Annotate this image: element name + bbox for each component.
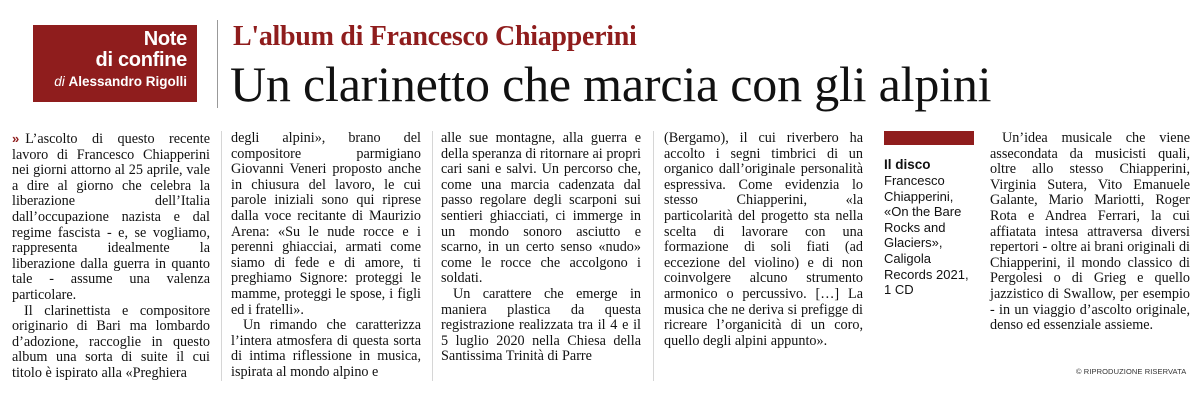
rubric-title-line1: Note [143,28,187,50]
body-column-4 [664,131,863,349]
body-column-5 [990,131,1190,334]
rubric-author [33,74,187,89]
paragraph: Un’idea musicale che viene assecondata da musicisti quali, oltre allo stesso Chiapperini, Virginia Sutera, Vito Emanuele Galante, Mario Mariotti, Roger Rota e Andrea Ferrari, la cui affiatata intesa attraversa diversi repertori - oltre ai brani originali di Chiapperini, il mondo classico di Pergolesi o di Grieg e quello jazzistico di Swallow, per esempio - in un viaggio d’ascolto originale, denso ed essenziale assieme. [990,130,1190,334]
article-headline: Un clarinetto che marcia con gli alpini [230,56,992,112]
paragraph: Il clarinettista e compositore originario di Bari ma lombardo d’adozione, raccoglie in questo album una sorta di suite il cui titolo è ispirato alla «Preghiera [12,302,210,381]
paragraph: Un rimando che caratterizza l’intera atmosfera di questa sorta di intima riflessione in musica, ispirata al mondo alpino e [231,317,421,380]
column-separator [432,131,433,381]
info-box-body: Francesco Chiapperini, «On the Bare Rocks and Glaciers», Caligola Records 2021, 1 CD [884,173,969,298]
info-box-title: Il disco [884,157,931,172]
header-divider [217,20,218,108]
paragraph [12,131,210,304]
rubric-author-name: Alessandro Rigolli [68,74,187,89]
copyright-notice: © RIPRODUZIONE RISERVATA [1076,367,1187,376]
paragraph-start-marker: » [12,131,20,146]
paragraph: degli alpini», brano del compositore parmigiano Giovanni Veneri proposto anche in chiusura del lavoro, le cui parole iniziali sono qui riprese dalla voce recitante di Maurizio Arena: «Su le nude rocce e i perenni ghiacciai, armati come siamo di fede e di amore, ti preghiamo Signore: proteggi le mamme, proteggi le spose, i figli ed i fratelli». [231,130,421,318]
column-rubric-box [33,25,197,102]
article-kicker: L'album di Francesco Chiapperini [233,21,637,52]
body-column-3 [441,131,641,365]
column-separator [221,131,222,381]
column-separator [653,131,654,381]
body-column-1 [12,131,210,382]
rubric-author-prefix: di [54,74,65,89]
paragraph-text: L’ascolto di questo recente lavoro di Francesco Chiapperini nei giorni attorno al 25 aprile, vale a dire al giorno che celebra la liberazione dell’Italia dall’occupazione nazista e dal regime fascista - e, se vogliamo, rappresenta idealmente la liberazione dalla guerra in quanto tale - assume una valenza particolare. [12,131,210,303]
album-info-box [884,131,974,298]
paragraph: alle sue montagne, alla guerra e della speranza di ritornare ai propri cari sani e salvi. Un percorso che, come una marcia cadenzata dal passo regolare degli scarponi sui sentieri ghiacciati, ci immerge in un mondo sonoro asciutto e scarno, in un certo senso «nudo» come le rocce che accolgono i soldati. [441,130,641,287]
paragraph: Un carattere che emerge in maniera plastica da questa registrazione realizzata tra il 4 e il 5 luglio 2020 nella Chiesa della Santissima Trinità di Parre [441,285,641,365]
body-column-2 [231,131,421,381]
rubric-title-line2: di confine [95,49,187,71]
info-box-accent-bar [884,131,974,145]
paragraph: (Bergamo), il cui riverbero ha accolto i segni timbrici di un organico dall’originale personalità espressiva. Come evidenzia lo stesso Chiapperini, «la particolarità del progetto sta nella scelta di lavorare con una formazione di soli fiati (ad eccezione del violino) e di non coinvolgere alcuno strumento armonico o percussivo. […] La musica che ne deriva si prefigge di ricreare l’organicità di un coro, quello degli alpini appunto». [664,130,863,349]
